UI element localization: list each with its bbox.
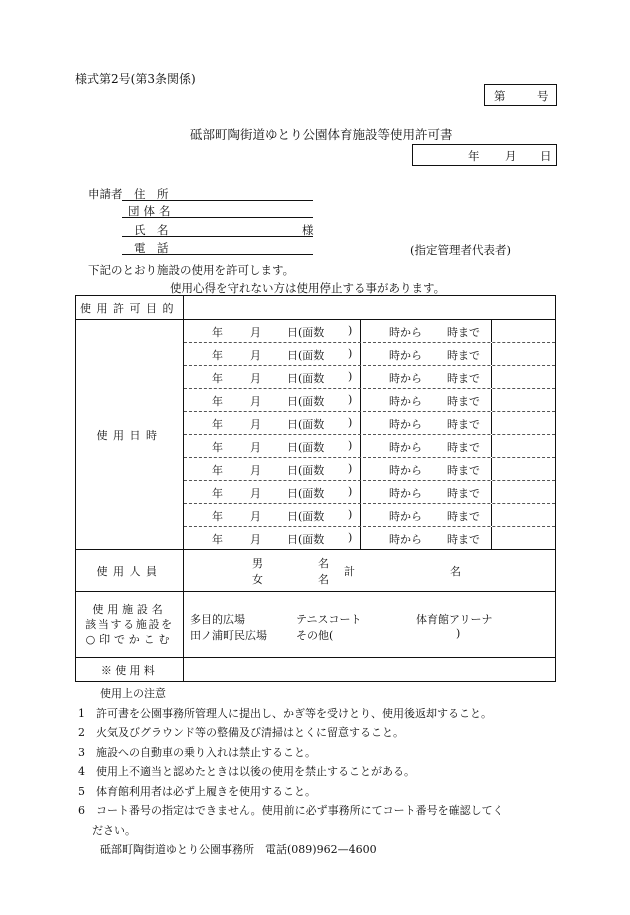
date-m: 月 xyxy=(250,395,261,408)
date-d: 日(面数 xyxy=(287,464,325,477)
date-close: ) xyxy=(348,531,353,544)
manager-label: (指定管理者代表者) xyxy=(410,243,511,257)
date-cell[interactable] xyxy=(184,527,361,549)
date-cell[interactable] xyxy=(184,320,361,342)
date-close: ) xyxy=(348,439,353,452)
page-title: 砥部町陶街道ゆとり公園体育施設等使用許可書 xyxy=(190,127,453,142)
date-cell[interactable] xyxy=(184,389,361,411)
note-item: 1 許可書を公園事務所管理人に提出し、かぎ等を受けとり、使用後返却すること。 xyxy=(78,706,492,720)
date-day: 日 xyxy=(540,149,552,163)
extra-cell[interactable] xyxy=(492,412,555,434)
time-cell[interactable] xyxy=(361,435,492,457)
time-to: 時まで xyxy=(447,464,480,477)
date-close: ) xyxy=(348,416,353,429)
date-close: ) xyxy=(348,485,353,498)
date-m: 月 xyxy=(250,349,261,362)
intro-line-2: 使用心得を守れない方は使用停止する事があります。 xyxy=(170,281,446,295)
date-row[interactable] xyxy=(184,366,555,389)
date-year: 年 xyxy=(468,149,480,163)
group-field[interactable] xyxy=(122,203,313,218)
number-go: 号 xyxy=(537,89,549,103)
facility-other-close: ) xyxy=(456,626,461,640)
female-count-unit: 名 xyxy=(318,572,329,586)
date-d: 日(面数 xyxy=(287,418,325,431)
sama-label: 様 xyxy=(302,223,314,237)
time-cell[interactable] xyxy=(361,527,492,549)
extra-cell[interactable] xyxy=(492,458,555,480)
office-footer: 砥部町陶街道ゆとり公園事務所 電話(089)962—4600 xyxy=(100,843,377,856)
purpose-label: 使用許可目的 xyxy=(76,296,184,320)
permit-table xyxy=(75,295,556,682)
date-row[interactable] xyxy=(184,481,555,504)
document-number-box[interactable] xyxy=(484,84,557,106)
date-cell[interactable] xyxy=(184,343,361,365)
facility-label-2: 該当する施設を xyxy=(85,618,174,631)
time-to: 時まで xyxy=(447,487,480,500)
facility-label-cell xyxy=(76,592,184,658)
date-row[interactable] xyxy=(184,435,555,458)
note-item: 2 火気及びグラウンド等の整備及び清掃はとくに留意すること。 xyxy=(78,726,404,739)
extra-cell[interactable] xyxy=(492,527,555,549)
time-from: 時から xyxy=(389,464,422,477)
facility-gym-arena[interactable]: 体育館アリーナ xyxy=(416,612,493,626)
date-row[interactable] xyxy=(184,504,555,527)
time-to: 時まで xyxy=(447,418,480,431)
time-cell[interactable] xyxy=(361,412,492,434)
date-row[interactable] xyxy=(184,458,555,481)
date-m: 月 xyxy=(250,464,261,477)
facility-other[interactable]: その他( xyxy=(296,628,334,642)
date-m: 月 xyxy=(250,372,261,385)
time-from: 時から xyxy=(389,441,422,454)
date-d: 日(面数 xyxy=(287,395,325,408)
date-rows xyxy=(184,320,555,549)
date-row[interactable] xyxy=(184,412,555,435)
date-d: 日(面数 xyxy=(287,510,325,523)
facility-label-1: 使用施設名 xyxy=(92,603,167,616)
date-cell[interactable] xyxy=(184,458,361,480)
time-to: 時まで xyxy=(447,533,480,546)
phone-field[interactable] xyxy=(122,240,313,255)
facility-field xyxy=(184,592,556,658)
date-y: 年 xyxy=(212,326,223,339)
date-d: 日(面数 xyxy=(287,349,325,362)
time-to: 時まで xyxy=(447,372,480,385)
datetime-label: 使用日時 xyxy=(76,320,184,550)
time-cell[interactable] xyxy=(361,389,492,411)
extra-cell[interactable] xyxy=(492,481,555,503)
date-y: 年 xyxy=(212,372,223,385)
phone-label: 電 話 xyxy=(134,241,169,255)
date-m: 月 xyxy=(250,418,261,431)
extra-cell[interactable] xyxy=(492,504,555,526)
address-label: 住 所 xyxy=(134,187,169,201)
date-close: ) xyxy=(348,393,353,406)
time-to: 時まで xyxy=(447,510,480,523)
date-cell[interactable] xyxy=(184,435,361,457)
facility-multipurpose[interactable]: 多目的広場 xyxy=(190,612,245,626)
issue-date-box[interactable] xyxy=(412,144,557,166)
intro-line-1: 下記のとおり施設の使用を許可します。 xyxy=(88,263,295,277)
people-label: 使用人員 xyxy=(76,550,184,592)
date-y: 年 xyxy=(212,441,223,454)
date-y: 年 xyxy=(212,464,223,477)
time-cell[interactable] xyxy=(361,366,492,388)
total-label: 計 xyxy=(344,564,355,578)
date-close: ) xyxy=(348,347,353,360)
time-cell[interactable] xyxy=(361,320,492,342)
date-y: 年 xyxy=(212,487,223,500)
fee-label: ※使用料 xyxy=(76,658,184,682)
extra-cell[interactable] xyxy=(492,366,555,388)
time-to: 時まで xyxy=(447,395,480,408)
date-m: 月 xyxy=(250,441,261,454)
time-to: 時まで xyxy=(447,441,480,454)
total-count-unit: 名 xyxy=(450,564,461,578)
address-field[interactable] xyxy=(122,186,313,201)
date-m: 月 xyxy=(250,533,261,546)
purpose-field[interactable] xyxy=(184,296,556,320)
date-y: 年 xyxy=(212,395,223,408)
extra-cell[interactable] xyxy=(492,343,555,365)
date-y: 年 xyxy=(212,349,223,362)
time-from: 時から xyxy=(389,395,422,408)
name-label: 氏 名 xyxy=(134,223,169,237)
number-dai: 第 xyxy=(494,89,506,103)
notes-section xyxy=(78,684,504,860)
datetime-grid xyxy=(184,320,556,550)
date-d: 日(面数 xyxy=(287,441,325,454)
date-d: 日(面数 xyxy=(287,533,325,546)
time-cell[interactable] xyxy=(361,458,492,480)
time-from: 時から xyxy=(389,487,422,500)
note-item: 3 施設への自動車の乗り入れは禁止すること。 xyxy=(78,745,316,759)
date-m: 月 xyxy=(250,487,261,500)
date-cell[interactable] xyxy=(184,366,361,388)
time-cell[interactable] xyxy=(361,481,492,503)
date-row[interactable] xyxy=(184,343,555,366)
date-close: ) xyxy=(348,370,353,383)
time-cell[interactable] xyxy=(361,504,492,526)
extra-cell[interactable] xyxy=(492,389,555,411)
time-from: 時から xyxy=(389,326,422,339)
time-from: 時から xyxy=(389,533,422,546)
date-close: ) xyxy=(348,462,353,475)
date-cell[interactable] xyxy=(184,481,361,503)
note-item-6-cont: ださい。 xyxy=(92,823,136,837)
people-field[interactable] xyxy=(184,550,556,592)
date-row[interactable] xyxy=(184,527,555,549)
extra-cell[interactable] xyxy=(492,320,555,342)
male-label: 男 xyxy=(252,556,263,570)
date-row[interactable] xyxy=(184,320,555,343)
form-number: 様式第2号(第3条関係) xyxy=(75,72,196,86)
group-label: 団体名 xyxy=(128,204,175,218)
applicant-label: 申請者 xyxy=(88,187,123,201)
male-count-unit: 名 xyxy=(318,556,329,570)
date-row[interactable] xyxy=(184,389,555,412)
date-cell[interactable] xyxy=(184,412,361,434)
time-cell[interactable] xyxy=(361,343,492,365)
time-to: 時まで xyxy=(447,326,480,339)
note-item: 4 使用上不適当と認めたときは以後の使用を禁止することがある。 xyxy=(78,765,415,778)
date-m: 月 xyxy=(250,326,261,339)
facility-tanoura[interactable]: 田ノ浦町民広場 xyxy=(190,628,267,642)
date-close: ) xyxy=(348,508,353,521)
date-d: 日(面数 xyxy=(287,372,325,385)
note-item: 6 コート番号の指定はできません。使用前に必ず事務所にてコート番号を確認してく xyxy=(78,804,504,817)
notes-list xyxy=(78,704,504,821)
date-cell[interactable] xyxy=(184,504,361,526)
date-d: 日(面数 xyxy=(287,487,325,500)
date-m: 月 xyxy=(250,510,261,523)
facility-label-3: ○印でかこむ xyxy=(85,633,174,646)
time-from: 時から xyxy=(389,510,422,523)
date-y: 年 xyxy=(212,510,223,523)
time-from: 時から xyxy=(389,418,422,431)
female-label: 女 xyxy=(252,572,263,586)
name-field[interactable] xyxy=(122,222,313,237)
note-item: 5 体育館利用者は必ず上履きを使用すること。 xyxy=(78,784,316,798)
date-y: 年 xyxy=(212,533,223,546)
time-from: 時から xyxy=(389,349,422,362)
fee-field[interactable] xyxy=(184,658,556,682)
notes-heading: 使用上の注意 xyxy=(100,687,166,700)
date-y: 年 xyxy=(212,418,223,431)
time-to: 時まで xyxy=(447,349,480,362)
date-month: 月 xyxy=(505,149,517,163)
date-close: ) xyxy=(348,324,353,337)
date-d: 日(面数 xyxy=(287,326,325,339)
extra-cell[interactable] xyxy=(492,435,555,457)
time-from: 時から xyxy=(389,372,422,385)
facility-tennis[interactable]: テニスコート xyxy=(296,612,362,626)
